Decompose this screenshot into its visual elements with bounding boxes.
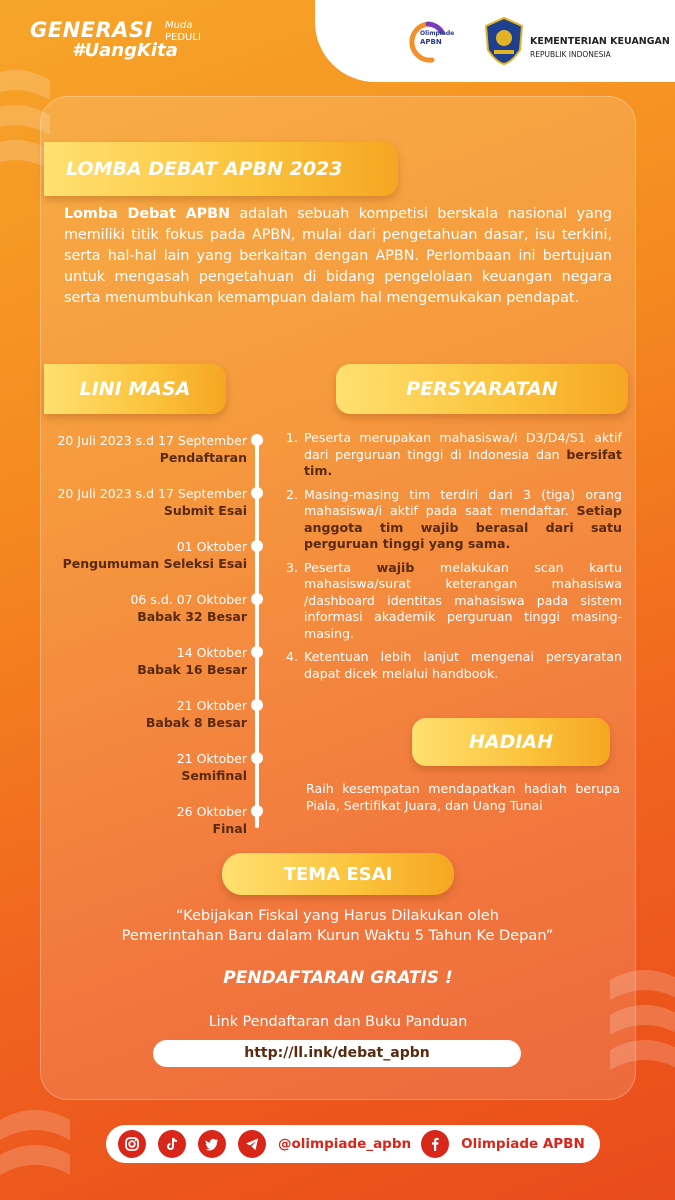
registration-link-label: Link Pendaftaran dan Buku Panduan — [208, 1014, 468, 1030]
social-media-bar — [106, 1125, 600, 1163]
prize-heading: HADIAH — [412, 718, 610, 766]
requirement-2-text: Masing-masing tim terdiri dari 3 (tiga) orang mahasiswa/i aktif pada saat mendaftar. — [304, 486, 622, 518]
tiktok-icon[interactable] — [158, 1130, 186, 1158]
requirements-list — [286, 430, 622, 689]
timeline-item — [130, 591, 247, 625]
timeline-event: Babak 32 Besar — [137, 609, 247, 624]
requirement-4-text: Ketentuan lebih lanjut mengenai persyaratan dapat dicek melalui handbook. — [304, 649, 622, 681]
timeline-dot — [251, 487, 263, 499]
facebook-icon[interactable] — [421, 1130, 449, 1158]
timeline-heading: LINI MASA — [44, 364, 226, 414]
essay-theme-heading: TEMA ESAI — [222, 853, 454, 895]
requirement-item: 3. Peserta wajib melakukan scan kartu mahasiswa/surat keterangan mahasiswa /dashboard identitas mahasiswa pada sistem informasi akademik perguruan tinggi masing-masing. — [286, 559, 622, 641]
facebook-page-name[interactable]: Olimpiade APBN — [461, 1136, 585, 1152]
timeline-event: Babak 8 Besar — [145, 715, 247, 730]
timeline-item — [137, 644, 247, 678]
timeline-date: 21 Oktober — [176, 751, 247, 766]
essay-theme-line-1: “Kebijakan Fiskal yang Harus Dilakukan oleh — [175, 907, 499, 924]
ministry-name: KEMENTERIAN KEUANGAN — [530, 36, 670, 47]
timeline-item — [146, 697, 247, 731]
timeline-event: Pengumuman Seleksi Esai — [62, 556, 247, 571]
ministry-subtitle: REPUBLIK INDONESIA — [530, 50, 611, 59]
olimpiade-logo-top-text: Olimpiade — [420, 30, 455, 37]
timeline-event: Submit Esai — [163, 503, 247, 518]
brand-main-text: GENERASI — [30, 18, 153, 42]
prize-text: Raih kesempatan mendapatkan hadiah berupa Piala, Sertifikat Juara, dan Uang Tunai — [306, 781, 620, 813]
timeline-event: Final — [212, 821, 247, 836]
timeline-date: 06 s.d. 07 Oktober — [130, 592, 247, 607]
intro-paragraph — [64, 204, 612, 309]
timeline-date: 20 Juli 2023 s.d 17 September — [57, 486, 247, 501]
requirement-item: 4. Ketentuan lebih lanjut mengenai persyaratan dapat dicek melalui handbook. — [286, 649, 622, 681]
timeline-item — [177, 803, 247, 837]
generasi-muda-peduli-brand — [30, 18, 201, 61]
decorative-pattern-bottom-left — [0, 1100, 80, 1200]
timeline-date: 14 Oktober — [176, 645, 247, 660]
timeline-event: Babak 16 Besar — [137, 662, 247, 677]
intro-text: adalah sebuah kompetisi berskala nasional yang memiliki titik fokus pada APBN, mulai dari pengetahuan dasar, isu terkini, serta hal-hal lain yang berkaitan dengan APBN. Perlombaan ini bertujuan untuk mengasah pengetahuan di bidang pengelolaan keuangan negara serta menumbuhkan kemampuan dalam hal mengemukakan pendapat. — [64, 206, 612, 306]
requirement-item: 1. Peserta merupakan mahasiswa/i D3/D4/S1 aktif dari perguruan tinggi di Indonesia dan bersifat tim. — [286, 430, 622, 478]
instagram-icon[interactable] — [118, 1130, 146, 1158]
timeline-date: 20 Juli 2023 s.d 17 September — [57, 433, 247, 448]
timeline-date: 21 Oktober — [176, 698, 247, 713]
requirement-2-bold: Setiap anggota tim wajib berasal dari satu perguruan tinggi yang sama. — [304, 503, 622, 551]
timeline-dot — [251, 752, 263, 764]
twitter-icon[interactable] — [198, 1130, 226, 1158]
essay-theme-text — [60, 906, 615, 946]
timeline-date: 01 Oktober — [176, 539, 247, 554]
timeline-item — [57, 432, 247, 466]
timeline-dot — [251, 540, 263, 552]
timeline-dot — [251, 699, 263, 711]
timeline-item — [63, 538, 247, 572]
essay-theme-line-2: Pemerintahan Baru dalam Kurun Waktu 5 Tahun Ke Depan” — [121, 927, 554, 944]
timeline-event: Semifinal — [181, 768, 247, 783]
requirements-heading: PERSYARATAN — [336, 364, 628, 414]
timeline-dot — [251, 646, 263, 658]
brand-muda-text: Muda — [165, 20, 193, 31]
timeline-date: 26 Oktober — [176, 804, 247, 819]
requirement-1-bold: bersifat tim. — [304, 446, 622, 478]
page-title: LOMBA DEBAT APBN 2023 — [44, 142, 398, 196]
requirement-3-text-c: melakukan scan kartu mahasiswa/surat keterangan mahasiswa /dashboard identitas mahasiswa pada sistem informasi akademik perguruan tinggi masing-masing. — [304, 559, 622, 641]
olimpiade-logo-bottom-text: APBN — [420, 38, 442, 46]
hashtag-text: #UangKita — [72, 40, 178, 61]
intro-bold: Lomba Debat APBN — [64, 206, 230, 222]
kemenkeu-emblem-icon — [482, 16, 526, 66]
requirement-1-text: Peserta merupakan mahasiswa/i D3/D4/S1 aktif dari perguruan tinggi di Indonesia dan — [304, 430, 622, 462]
telegram-icon[interactable] — [238, 1130, 266, 1158]
requirement-3-text-a: Peserta — [304, 559, 377, 575]
free-registration-text: PENDAFTARAN GRATIS ! — [223, 968, 453, 988]
timeline-dot — [251, 593, 263, 605]
timeline-dot — [251, 805, 263, 817]
requirement-item: 2. Masing-masing tim terdiri dari 3 (tiga) orang mahasiswa/i aktif pada saat mendaftar. Setiap anggota tim wajib berasal dari satu perguruan tinggi yang sama. — [286, 486, 622, 551]
timeline-dot — [251, 434, 263, 446]
social-handle[interactable]: @olimpiade_apbn — [278, 1136, 412, 1152]
registration-link[interactable]: http://ll.ink/debat_apbn — [153, 1040, 521, 1067]
timeline-event: Pendaftaran — [159, 450, 247, 465]
timeline-item — [57, 485, 247, 519]
requirement-3-bold: wajib — [376, 559, 415, 575]
brand-peduli-text: PEDULI — [165, 32, 201, 43]
timeline-item — [177, 750, 247, 784]
